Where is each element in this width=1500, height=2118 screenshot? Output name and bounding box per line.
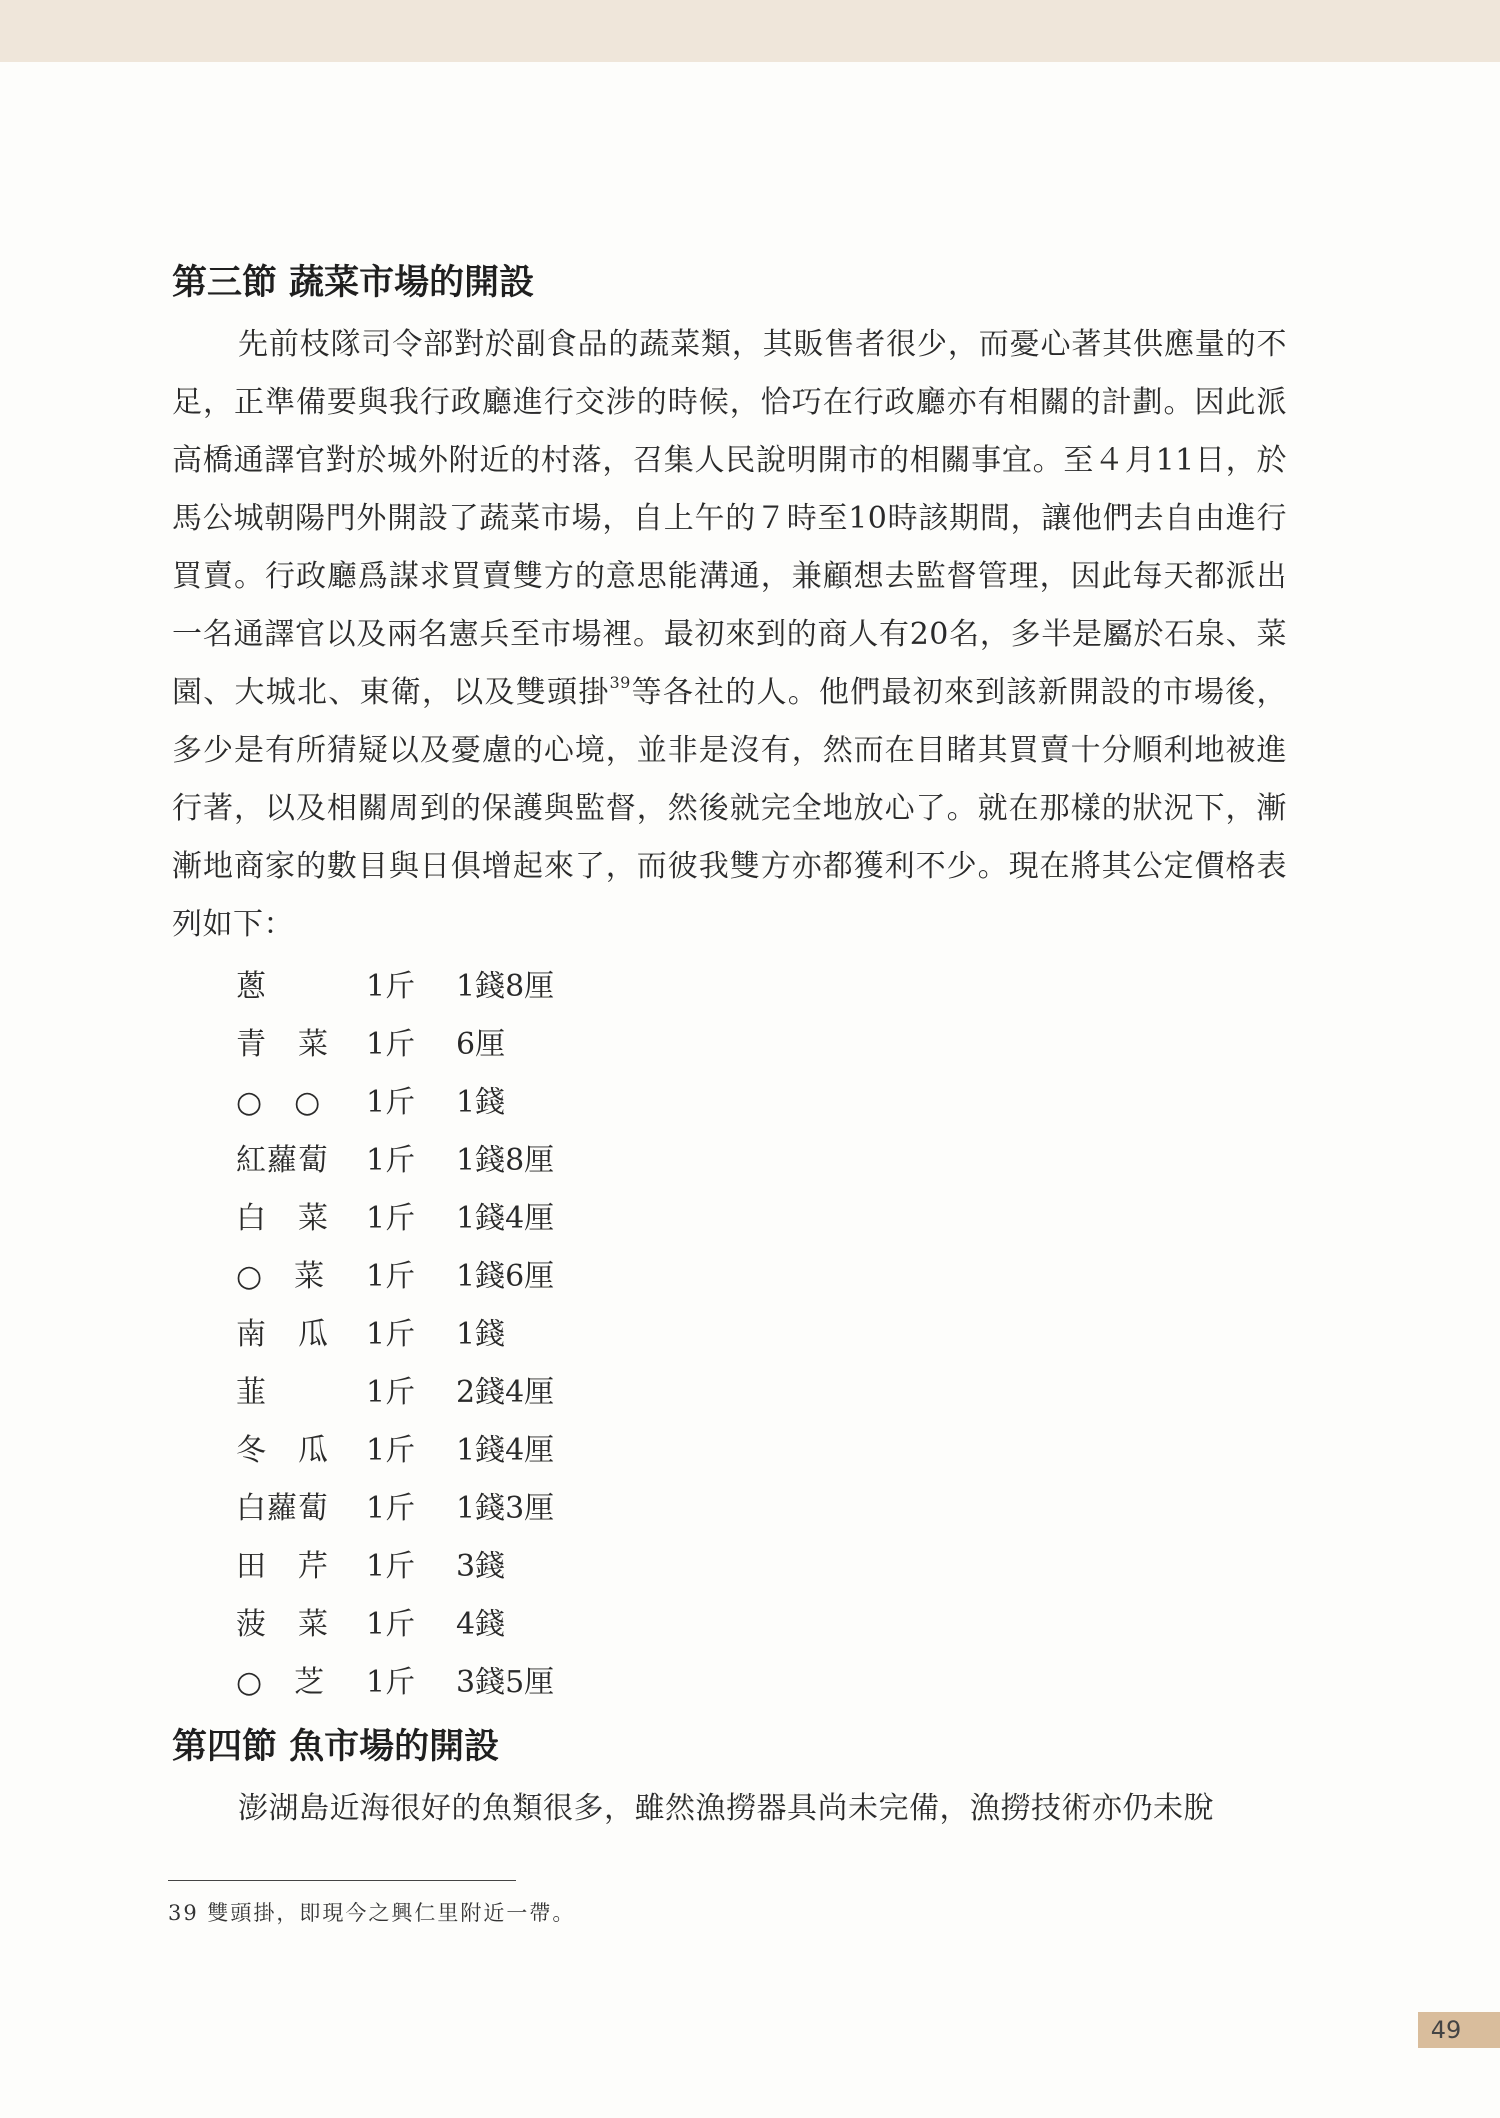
item-name: ○ 芝	[236, 1665, 326, 1700]
price-row	[236, 958, 1287, 1016]
section-3-paragraph-text: 先前枝隊司令部對於副食品的蔬菜類，其販售者很少，而憂心著其供應量的不足，正準備要與我行政廳進行交涉的時候，恰巧在行政廳亦有相關的計劃。因此派高橋通譯官對於城外附近的村落，召集人民說明開市的相關事宜。至４月11日，於馬公城朝陽門外開設了蔬菜市場，自上午的７時至10時該期間，讓他們去自由進行買賣。行政廳爲謀求買賣雙方的意思能溝通，兼顧想去監督管理，因此每天都派出一名通譯官以及兩名憲兵至市場裡。最初來到的商人有20名，多半是屬於石泉、菜園、大城北、東衛，以及雙頭掛	[172, 327, 1287, 710]
footnote-ref: 39	[609, 673, 631, 692]
item-unit: 1斤	[366, 1027, 416, 1062]
item-price: 3錢5厘	[456, 1665, 555, 1700]
item-name: ○ 菜	[236, 1259, 326, 1294]
item-name: ○ ○	[236, 1085, 322, 1120]
price-row	[236, 1016, 1287, 1074]
price-row	[236, 1538, 1287, 1596]
item-name: 菠 菜	[236, 1607, 329, 1642]
page-content	[172, 254, 1287, 1838]
price-row	[236, 1654, 1287, 1712]
price-row	[236, 1306, 1287, 1364]
item-name: 田 芹	[236, 1549, 329, 1584]
item-unit: 1斤	[366, 1549, 416, 1584]
item-price: 1錢	[456, 1317, 506, 1352]
price-row	[236, 1190, 1287, 1248]
item-unit: 1斤	[366, 1259, 416, 1294]
item-price: 1錢8厘	[456, 969, 555, 1004]
item-name: 白蘿蔔	[236, 1491, 329, 1526]
section-3-paragraph	[172, 316, 1287, 954]
item-unit: 1斤	[366, 1201, 416, 1236]
footnote: 39 雙頭掛，即現今之興仁里附近一帶。	[168, 1901, 576, 1925]
item-unit: 1斤	[366, 1375, 416, 1410]
item-price: 3錢	[456, 1549, 506, 1584]
item-unit: 1斤	[366, 1317, 416, 1352]
section-4-title: 第四節 魚市場的開設	[172, 1727, 500, 1767]
price-list	[236, 958, 1287, 1712]
section-4-paragraph: 澎湖島近海很好的魚類很多，雖然漁撈器具尚未完備，漁撈技術亦仍未脫	[238, 1791, 1214, 1826]
item-price: 1錢6厘	[456, 1259, 555, 1294]
section-3-title: 第三節 蔬菜市場的開設	[172, 263, 535, 303]
section-3	[172, 254, 1287, 954]
section-3-paragraph-cont: 等各社的人。他們最初來到該新開設的市場後，多少是有所猜疑以及憂慮的心境，並非是沒有，然而在目睹其買賣十分順利地被進行著，以及相關周到的保護與監督，然後就完全地放心了。就在那樣的狀況下，漸漸地商家的數目與日俱增起來了，而彼我雙方亦都獲利不少。現在將其公定價格表列如下：	[172, 675, 1288, 942]
item-price: 1錢	[456, 1085, 506, 1120]
item-price: 2錢4厘	[456, 1375, 555, 1410]
item-price: 6厘	[456, 1027, 506, 1062]
item-unit: 1斤	[366, 1085, 416, 1120]
price-row	[236, 1364, 1287, 1422]
price-row	[236, 1132, 1287, 1190]
item-unit: 1斤	[366, 969, 416, 1004]
item-price: 4錢	[456, 1607, 506, 1642]
item-price: 1錢3厘	[456, 1491, 555, 1526]
price-row	[236, 1422, 1287, 1480]
item-price: 1錢4厘	[456, 1201, 555, 1236]
item-name: 白 菜	[236, 1201, 329, 1236]
item-price: 1錢8厘	[456, 1143, 555, 1178]
item-unit: 1斤	[366, 1665, 416, 1700]
page-number: 49	[1430, 2016, 1462, 2044]
price-row	[236, 1480, 1287, 1538]
price-row	[236, 1596, 1287, 1654]
item-name: 蔥	[236, 969, 267, 1004]
item-name: 青 菜	[236, 1027, 329, 1062]
page-top-band	[0, 0, 1500, 62]
section-4	[172, 1718, 1287, 1838]
item-price: 1錢4厘	[456, 1433, 555, 1468]
item-name: 紅蘿蔔	[236, 1143, 329, 1178]
item-unit: 1斤	[366, 1433, 416, 1468]
footnote-divider	[168, 1880, 516, 1881]
item-unit: 1斤	[366, 1491, 416, 1526]
item-name: 南 瓜	[236, 1317, 329, 1352]
price-row	[236, 1074, 1287, 1132]
price-row	[236, 1248, 1287, 1306]
item-unit: 1斤	[366, 1143, 416, 1178]
item-name: 韮	[236, 1375, 267, 1410]
item-unit: 1斤	[366, 1607, 416, 1642]
item-name: 冬 瓜	[236, 1433, 329, 1468]
